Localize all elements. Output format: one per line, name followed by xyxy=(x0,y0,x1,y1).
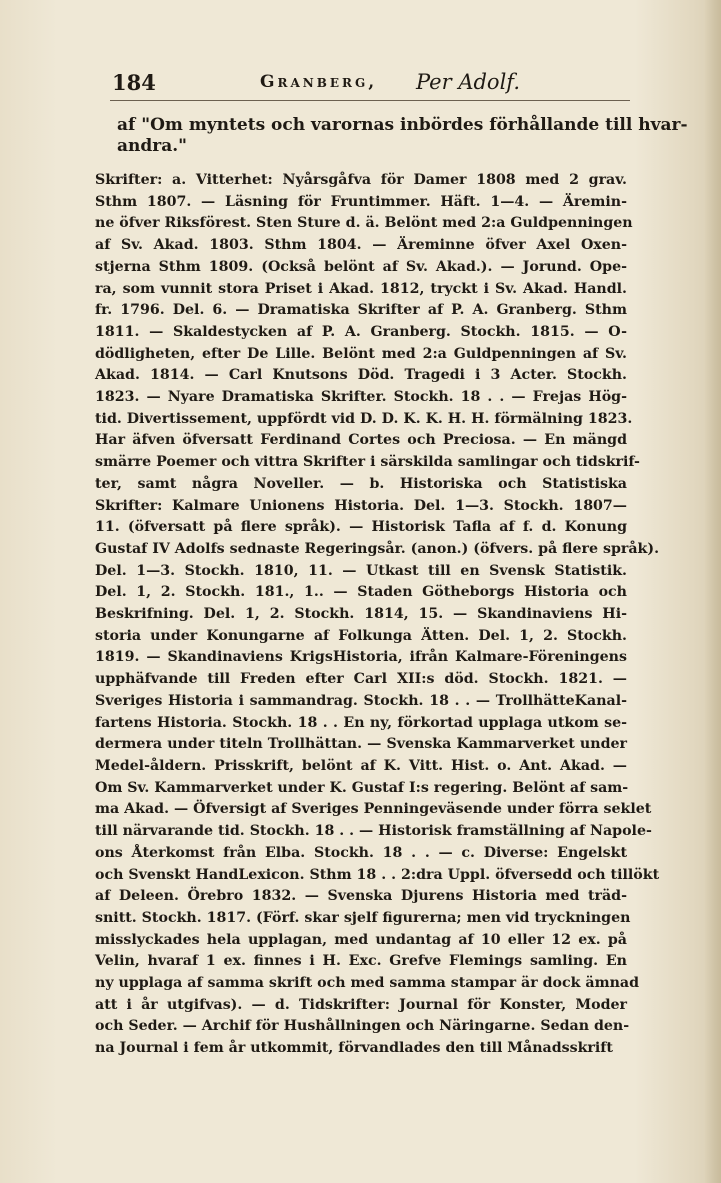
lead-line: af "Om myntets och varornas inbördes förhållande till hvar- xyxy=(117,115,688,135)
body-line: fartens Historia. Stockh. 18 . . En ny, förkortad upplaga utkom se- xyxy=(95,714,627,731)
body-line: och Svenskt HandLexicon. Sthm 18 . . 2:dra Uppl. öfversedd och tillökt xyxy=(95,866,660,883)
body-line: ny upplaga af samma skrift och med samma stampar är dock ämnad xyxy=(95,975,640,992)
header-rule xyxy=(110,100,630,101)
body-line: smärre Poemer och vittra Skrifter i särskilda samlingar och tidskrif- xyxy=(95,454,640,471)
body-line: snitt. Stockh. 1817. (Förf. skar sjelf figurerna; men vid tryckningen xyxy=(95,909,631,926)
body-line: 1819. — Skandinaviens KrigsHistoria, ifrån Kalmare-Föreningens xyxy=(95,649,627,666)
body-line: Del. 1—3. Stockh. 1810, 11. — Utkast till en Svensk Statistik. xyxy=(95,562,627,579)
body-line: stjerna Sthm 1809. (Också belönt af Sv. Akad.). — Jorund. Ope- xyxy=(95,258,627,275)
body-line: storia under Konungarne af Folkunga Ätten. Del. 1, 2. Stockh. xyxy=(95,627,627,644)
running-head xyxy=(112,70,632,98)
body-line: dödligheten, efter De Lille. Belönt med 2:a Guldpenningen af Sv. xyxy=(95,345,627,362)
body-line: Sthm 1807. — Läsning för Fruntimmer. Häft. 1—4. — Äremin- xyxy=(95,193,627,210)
body-line: ter, samt några Noveller. — b. Historiska och Statistiska xyxy=(95,475,627,492)
body-line: na Journal i fem år utkommit, förvandlades den till Månadsskrift xyxy=(95,1040,613,1057)
body-line: Har äfven öfversatt Ferdinand Cortes och Preciosa. — En mängd xyxy=(95,432,627,449)
body-line: Akad. 1814. — Carl Knutsons Död. Tragedi i 3 Acter. Stockh. xyxy=(95,367,627,384)
body-line: till närvarande tid. Stockh. 18 . . — Historisk framställning af Napole- xyxy=(95,823,652,840)
body-line: Medel-åldern. Prisskrift, belönt af K. Vitt. Hist. o. Ant. Akad. — xyxy=(95,757,627,774)
page-edge xyxy=(705,0,721,1183)
body-line: ra, som vunnit stora Priset i Akad. 1812, tryckt i Sv. Akad. Handl. xyxy=(95,280,627,297)
body-line: 11. (öfversatt på flere språk). — Historisk Tafla af f. d. Konung xyxy=(95,519,627,536)
body-line: Gustaf IV Adolfs sednaste Regeringsår. (anon.) (öfvers. på flere språk). xyxy=(95,540,660,557)
body-line: Skrifter: a. Vitterhet: Nyårsgåfva för Damer 1808 med 2 grav. xyxy=(95,172,627,188)
body-line: 1823. — Nyare Dramatiska Skrifter. Stockh. 18 . . — Frejas Hög- xyxy=(95,389,627,406)
body-line: och Seder. — Archif för Hushållningen och Näringarne. Sedan den- xyxy=(95,1018,630,1035)
body-line: Velin, hvaraf 1 ex. finnes i H. Exc. Grefve Flemings samling. En xyxy=(95,953,627,970)
page-number: 184 xyxy=(112,70,156,95)
body-line: fr. 1796. Del. 6. — Dramatiska Skrifter af P. A. Granberg. Sthm xyxy=(95,302,627,319)
lead-line: andra." xyxy=(117,136,188,156)
body-line: Del. 1, 2. Stockh. 181., 1.. — Staden Götheborgs Historia och xyxy=(95,584,627,601)
body-line: af Sv. Akad. 1803. Sthm 1804. — Äreminne öfver Axel Oxen- xyxy=(95,237,627,254)
body-line: upphäfvande till Freden efter Carl XII:s död. Stockh. 1821. — xyxy=(95,671,627,688)
body-line: att i år utgifvas). — d. Tidskrifter: Journal för Konster, Moder xyxy=(95,996,627,1013)
body-line: Skrifter: Kalmare Unionens Historia. Del. 1—3. Stockh. 1807— xyxy=(95,497,627,514)
body-line: ma Akad. — Öfversigt af Sveriges Penningeväsende under förra seklet xyxy=(95,801,652,818)
body-line: Om Sv. Kammarverket under K. Gustaf I:s regering. Belönt af sam- xyxy=(95,779,629,796)
running-head-subject: Per Adolf. xyxy=(416,70,520,94)
body-line: ne öfver Riksförest. Sten Sture d. ä. Belönt med 2:a Guldpenningen xyxy=(95,215,633,232)
body-line: 1811. — Skaldestycken af P. A. Granberg. Stockh. 1815. — O- xyxy=(95,323,627,340)
body-line: Beskrifning. Del. 1, 2. Stockh. 1814, 15. — Skandinaviens Hi- xyxy=(95,606,627,623)
body-line: Sveriges Historia i sammandrag. Stockh. 18 . . — TrollhätteKanal- xyxy=(95,692,627,709)
body-line: misslyckades hela upplagan, med undantag af 10 eller 12 ex. på xyxy=(95,931,627,948)
body-line: tid. Divertissement, uppfördt vid D. D. K. K. H. H. förmälning 1823. xyxy=(95,410,633,427)
body-line: ons Återkomst från Elba. Stockh. 18 . . — c. Diverse: Engelskt xyxy=(95,844,627,861)
running-head-author: Granberg, xyxy=(260,72,378,92)
body-text xyxy=(95,170,660,1060)
lead-paragraph xyxy=(117,115,688,157)
body-line: af Deleen. Örebro 1832. — Svenska Djurens Historia med träd- xyxy=(95,888,627,905)
body-line: dermera under titeln Trollhättan. — Svenska Kammarverket under xyxy=(95,736,627,753)
